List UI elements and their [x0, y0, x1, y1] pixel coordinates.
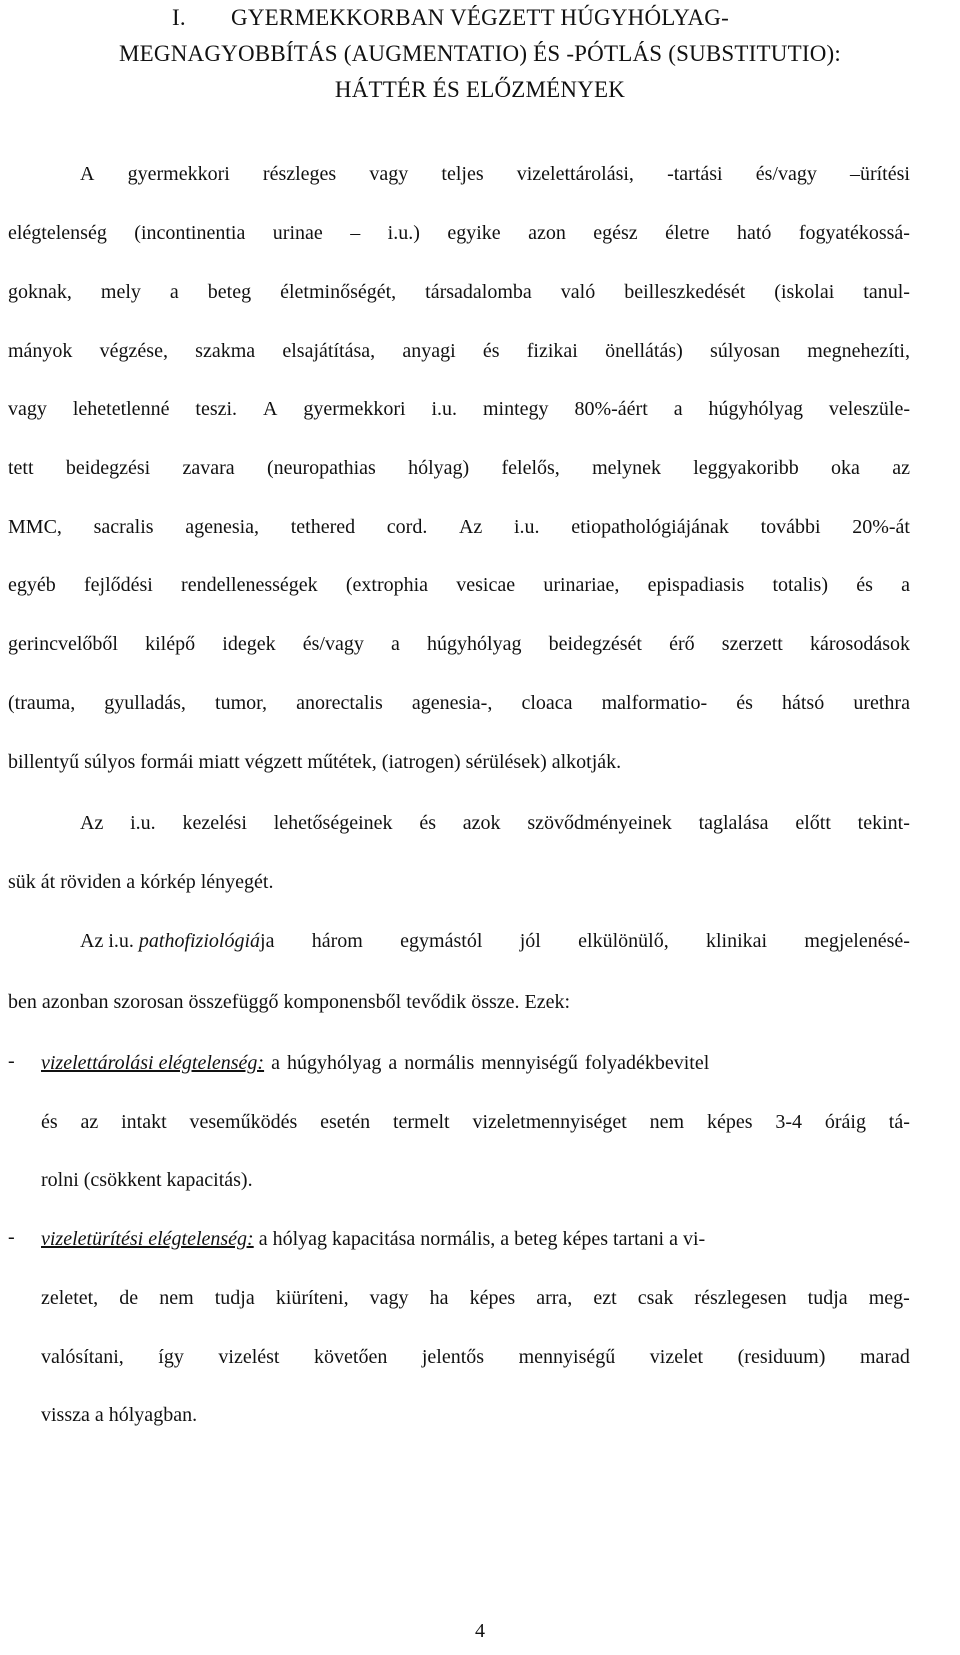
bullet-1-line-2: és az intakt veseműködés esetén termelt vizeletmennyiséget nem képes 3-4 óráig tá-: [41, 1111, 910, 1133]
paragraph-1-line-5: vagy lehetetlenné teszi. A gyermekkori i.u. mintegy 80%-áért a húgyhólyag veleszüle-: [8, 398, 910, 420]
paragraph-1-line-2: elégtelenség (incontinentia urinae – i.u.) egyike azon egész életre ható fogyatékossá-: [8, 222, 910, 244]
bullet-2-dash: -: [8, 1226, 15, 1248]
page-number: 4: [475, 1620, 485, 1642]
chapter-title-line3: HÁTTÉR ÉS ELŐZMÉNYEK: [334, 77, 626, 102]
bullet-1-line-3: rolni (csökkent kapacitás).: [41, 1169, 253, 1191]
paragraph-1-line-6: tett beidegzési zavara (neuropathias hólyag) felelős, melynek leggyakoribb oka az: [8, 457, 910, 479]
chapter-title-line1: GYERMEKKORBAN VÉGZETT HÚGYHÓLYAG-: [231, 5, 729, 30]
chapter-number: I.: [172, 5, 186, 30]
paragraph-3-prefix: Az i.u.: [80, 930, 139, 952]
bullet-2-line-3: valósítani, így vizelést követően jelentős mennyiségű vizelet (residuum) marad: [41, 1346, 910, 1368]
bullet-2-term: vizeletürítési elégtelenség:: [41, 1228, 254, 1250]
paragraph-1-line-9: gerincvelőből kilépő idegek és/vagy a húgyhólyag beidegzését érő szerzett károsodások: [8, 633, 910, 655]
chapter-title-line2: MEGNAGYOBBÍTÁS (AUGMENTATIO) ÉS -PÓTLÁS (SUBSTITUTIO):: [119, 41, 841, 66]
paragraph-2-line-1: Az i.u. kezelési lehetőségeinek és azok szövődményeinek taglalása előtt tekint-: [80, 812, 910, 834]
bullet-1-term: vizelettárolási elégtelenség:: [41, 1052, 265, 1074]
paragraph-1-line-3: goknak, mely a beteg életminőségét, társadalomba való beilleszkedését (iskolai tanul-: [8, 281, 910, 303]
bullet-1-dash: -: [8, 1050, 15, 1072]
paragraph-3-italic-term: pathofiziológiá: [138, 930, 261, 952]
paragraph-1-line-7: MMC, sacralis agenesia, tethered cord. Az i.u. etiopathológiájának további 20%-át: [8, 516, 910, 538]
paragraph-1-line-11: billentyű súlyos formái miatt végzett műtétek, (iatrogen) sérülések) alkotják.: [8, 751, 622, 773]
paragraph-2-line-2: sük át röviden a kórkép lényegét.: [8, 871, 274, 893]
chapter-heading-line1: [0, 2, 960, 34]
paragraph-1-line-1: A gyermekkori részleges vagy teljes vizelettárolási, -tartási és/vagy –ürítési: [80, 163, 910, 185]
paragraph-1-line-4: mányok végzése, szakma elsajátítása, anyagi és fizikai önellátás) súlyosan megnehezíti,: [8, 340, 910, 362]
paragraph-3-line-2: ben azonban szorosan összefüggő komponensből tevődik össze. Ezek:: [8, 991, 571, 1013]
bullet-2-line-2: zeletet, de nem tudja kiüríteni, vagy ha képes arra, ezt csak részlegesen tudja meg-: [41, 1287, 910, 1309]
bullet-2-line-1: [41, 1226, 910, 1252]
paragraph-1-line-8: egyéb fejlődési rendellenességek (extrophia vesicae urinariae, epispadiasis totalis) és a: [8, 574, 910, 596]
bullet-1-line-1: [41, 1050, 910, 1076]
paragraph-1-line-10: (trauma, gyulladás, tumor, anorectalis agenesia-, cloaca malformatio- és hátsó urethra: [8, 692, 910, 714]
bullet-2-text: a hólyag kapacitása normális, a beteg képes tartani a vi-: [253, 1228, 706, 1250]
paragraph-3-line-1: Az i.u. pathofiziológiája három egymástól jól elkülönülő, klinikai megjelenésé-: [80, 930, 910, 952]
bullet-2-line-4: vissza a hólyagban.: [41, 1404, 198, 1426]
paragraph-3-rest-text: ja: [260, 930, 275, 952]
bullet-1-text: a húgyhólyag a normális mennyiségű folyadékbevitel: [264, 1052, 710, 1074]
